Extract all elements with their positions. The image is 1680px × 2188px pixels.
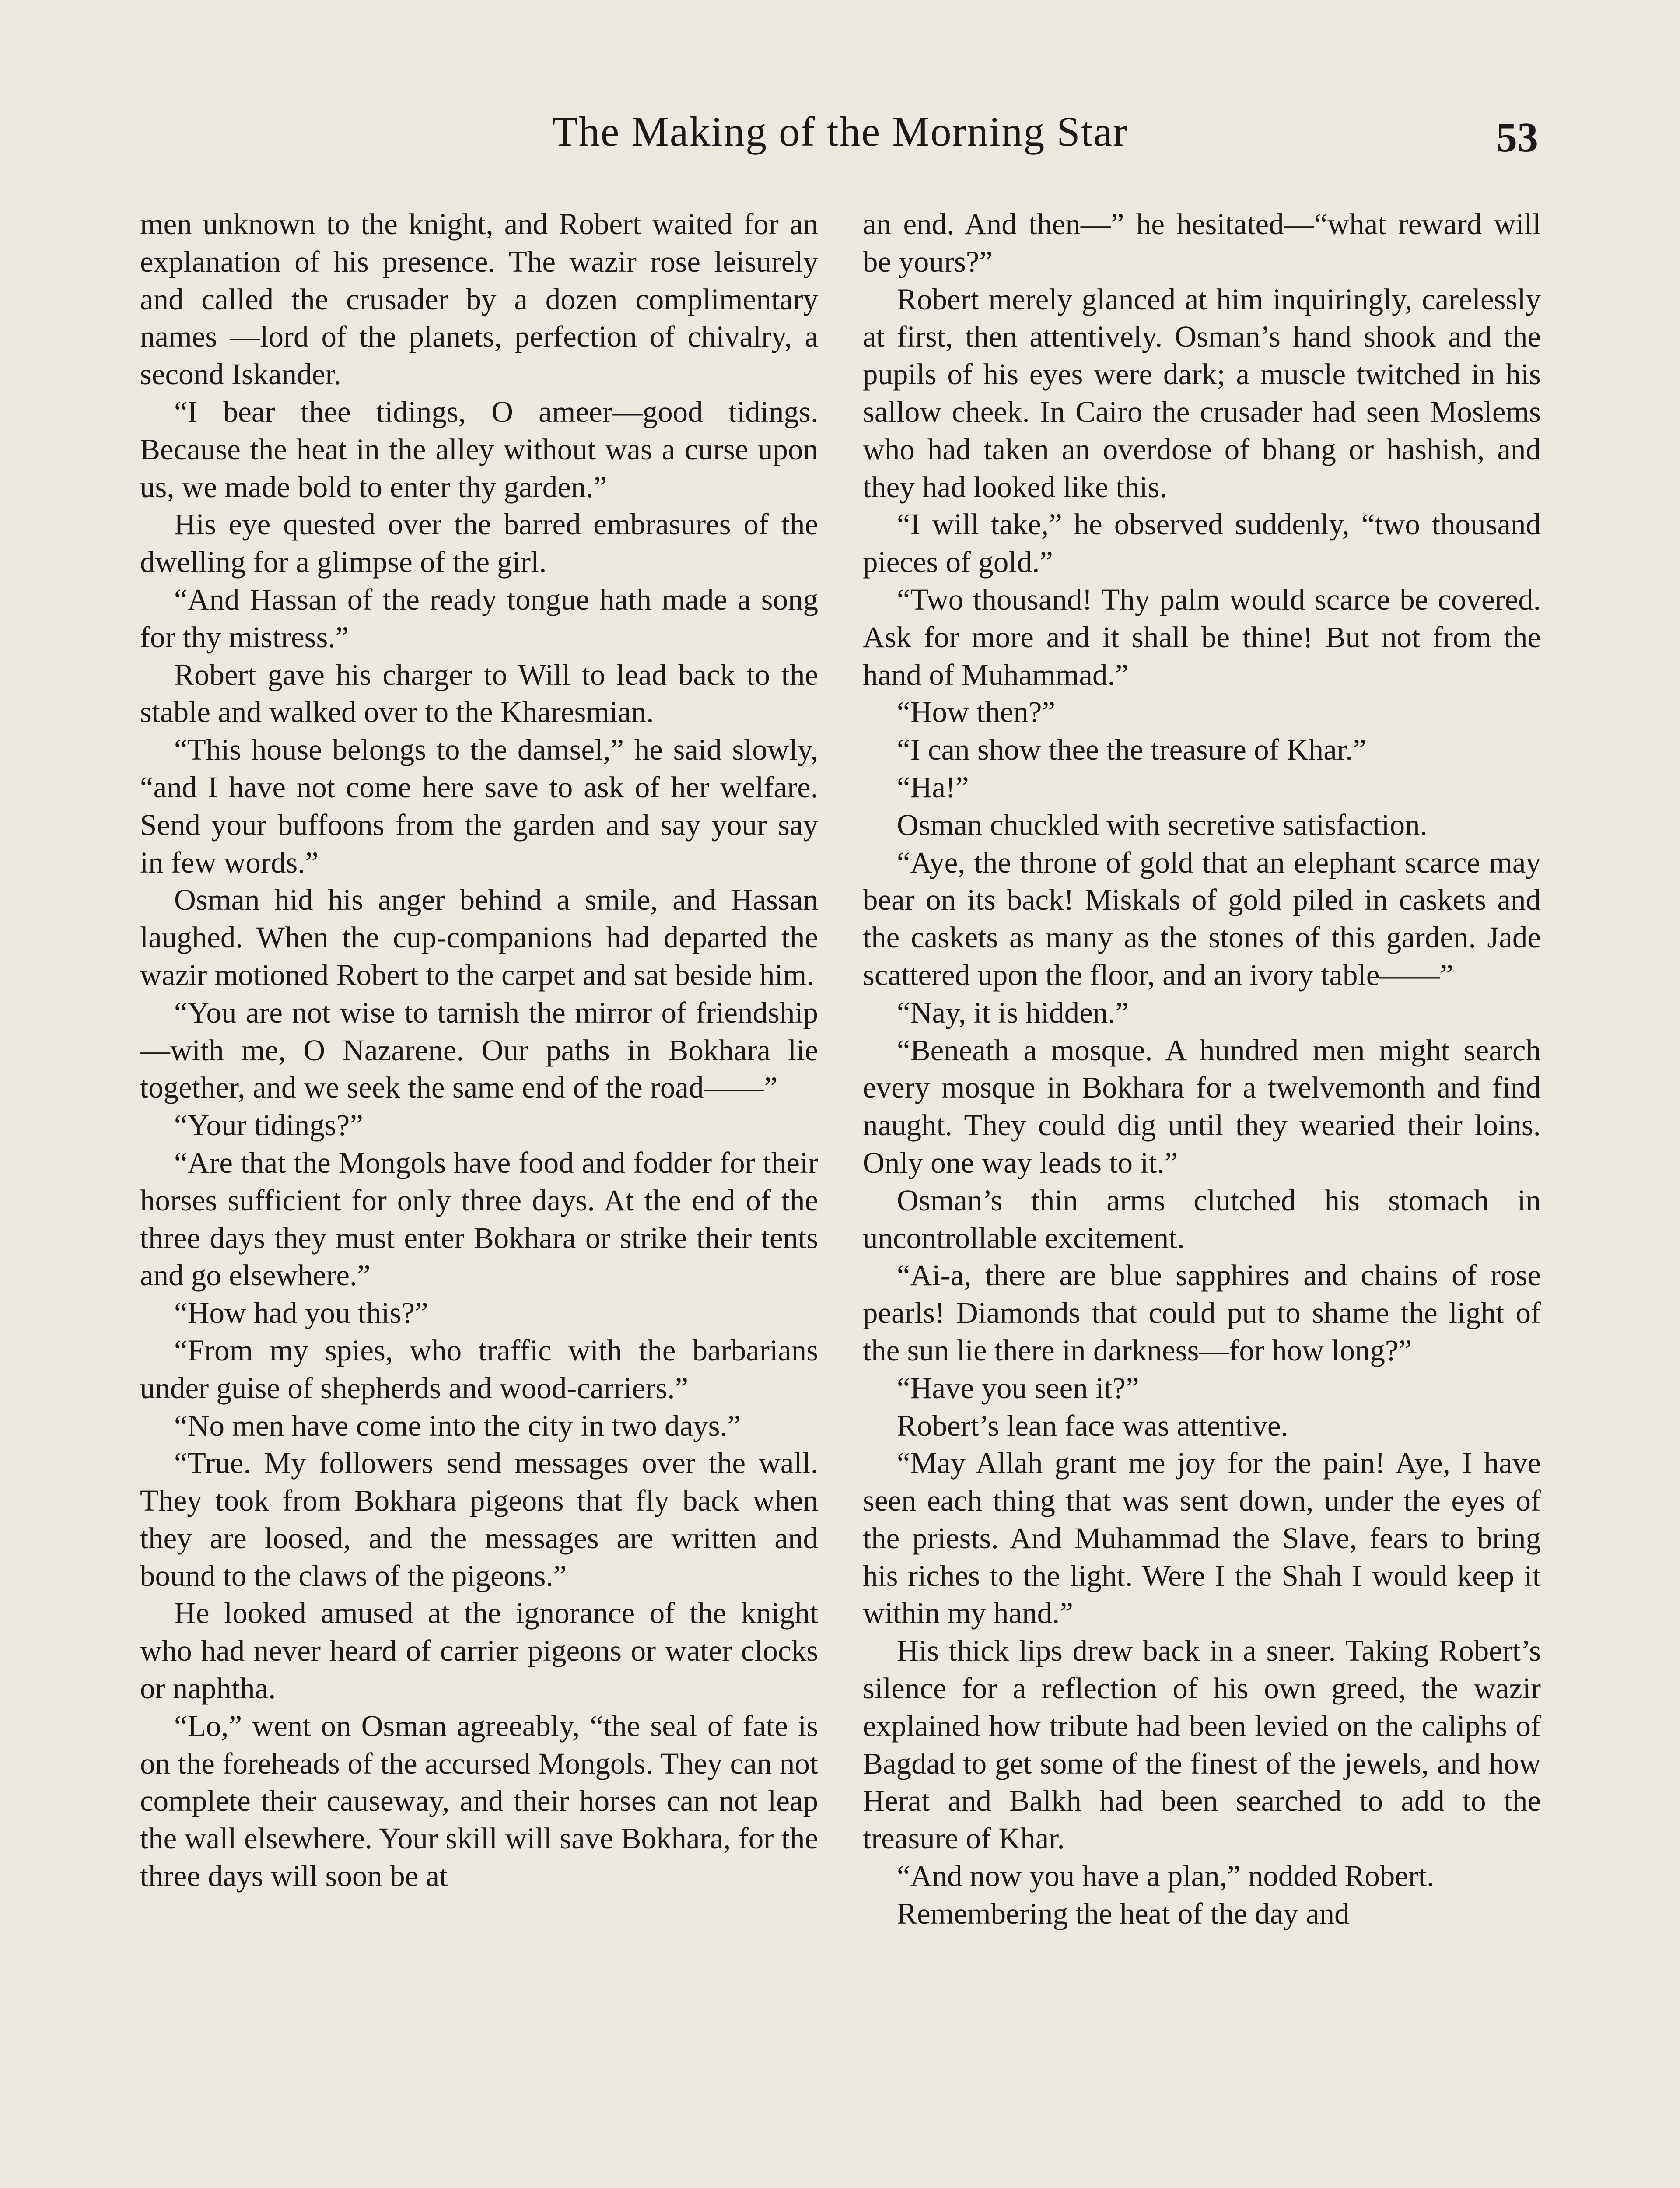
paragraph: “I bear thee tidings, O ameer—good tidings. Because the heat in the alley without was a curse upon us, we made bold to enter thy garden.” — [140, 395, 818, 504]
paragraph: “I can show thee the treasure of Khar.” — [897, 733, 1366, 767]
page-number: 53 — [1496, 114, 1538, 161]
paragraph: “True. My followers send messages over the wall. They took from Bokhara pigeons that fly back when they are loosed, and the messages are written and bound to the claws of the pigeons.” — [140, 1446, 818, 1592]
running-title: The Making of the Morning Star — [552, 108, 1128, 155]
paragraph: Remembering the heat of the day and — [897, 1897, 1350, 1930]
paragraph: “Lo,” went on Osman agreeably, “the seal of fate is on the foreheads of the accursed Mongols. They can not complete their causeway, and their horses can not leap the wall elsewhere. Your skill will save Bokhara, for the three days will soon be at — [140, 1709, 818, 1893]
paragraph: “And Hassan of the ready tongue hath made a song for thy mistress.” — [140, 582, 818, 654]
paragraph: “Are that the Mongols have food and fodder for their horses sufficient for only three days. At the end of the three days they must enter Bokhara or strike their tents and go elsewhere.” — [140, 1146, 818, 1292]
paragraph: “No men have come into the city in two days.” — [174, 1409, 741, 1442]
paragraph: Robert merely glanced at him inquiringly, carelessly at first, then attentively. Osman’s hand shook and the pupils of his eyes were dark; a muscle twitched in his sallow cheek. In Cairo the crusader had seen Moslems who had taken an overdose of bhang or hashish, and they had looked like this. — [863, 282, 1541, 504]
paragraph: “From my spies, who traffic with the barbarians under guise of shepherds and wood-carriers.” — [140, 1333, 818, 1405]
paragraph: Osman’s thin arms clutched his stomach in uncontrollable excitement. — [863, 1183, 1541, 1255]
left-column — [140, 206, 818, 1895]
paragraph: “How had you this?” — [174, 1296, 428, 1330]
right-column — [863, 206, 1541, 1933]
paragraph: “How then?” — [897, 695, 1056, 729]
paragraph: “Ha!” — [897, 770, 969, 804]
paragraph: “Aye, the throne of gold that an elephant scarce may bear on its back! Miskals of gold piled in caskets and the caskets as many as the stones of this garden. Jade scattered upon the floor, and an ivory table——” — [863, 845, 1541, 992]
paragraph: Robert gave his charger to Will to lead back to the stable and walked over to the Kharesmian. — [140, 658, 818, 729]
paragraph: “And now you have a plan,” nodded Robert. — [897, 1859, 1435, 1893]
paragraph: “Have you seen it?” — [897, 1371, 1139, 1405]
paragraph: He looked amused at the ignorance of the knight who had never heard of carrier pigeons or water clocks or naphtha. — [140, 1596, 818, 1705]
paragraph: “Nay, it is hidden.” — [897, 996, 1129, 1029]
paragraph: “You are not wise to tarnish the mirror of friendship—with me, O Nazarene. Our paths in Bokhara lie together, and we seek the same end of the road——” — [140, 996, 818, 1105]
paragraph: “Beneath a mosque. A hundred men might search every mosque in Bokhara for a twelvemonth and find naught. They could dig until they wearied their loins. Only one way leads to it.” — [863, 1033, 1541, 1179]
paragraph: “Your tidings?” — [174, 1108, 363, 1142]
paragraph: “This house belongs to the damsel,” he said slowly, “and I have not come here save to ask of her welfare. Send your buffoons from the garden and say your say in few words.” — [140, 733, 818, 879]
paragraph: His thick lips drew back in a sneer. Taking Robert’s silence for a reflection of his own greed, the wazir explained how tribute had been levied on the caliphs of Bagdad to get some of the finest of the jewels, and how Herat and Balkh had been searched to add to the treasure of Khar. — [863, 1634, 1541, 1855]
paragraph: an end. And then—” he hesitated—“what reward will be yours?” — [863, 207, 1541, 278]
paragraph: Robert’s lean face was attentive. — [897, 1409, 1288, 1442]
paragraph: men unknown to the knight, and Robert waited for an explanation of his presence. The wazir rose leisurely and called the crusader by a dozen complimentary names —lord of the planets, perfection of chivalry, a second Iskander. — [140, 207, 818, 391]
paragraph: Osman chuckled with secretive satisfaction. — [897, 808, 1428, 842]
paragraph: Osman hid his anger behind a smile, and Hassan laughed. When the cup-companions had departed the wazir motioned Robert to the carpet and sat beside him. — [140, 883, 818, 992]
paragraph: “Ai-a, there are blue sapphires and chains of rose pearls! Diamonds that could put to shame the light of the sun lie there in darkness—for how long?” — [863, 1259, 1541, 1367]
paragraph: “Two thousand! Thy palm would scarce be covered. Ask for more and it shall be thine! But not from the hand of Muhammad.” — [863, 582, 1541, 691]
paragraph: “May Allah grant me joy for the pain! Aye, I have seen each thing that was sent down, under the eyes of the priests. And Muhammad the Slave, fears to bring his riches to the light. Were I the Shah I would keep it within my hand.” — [863, 1446, 1541, 1630]
paragraph: “I will take,” he observed suddenly, “two thousand pieces of gold.” — [863, 508, 1541, 579]
paragraph: His eye quested over the barred embrasures of the dwelling for a glimpse of the girl. — [140, 508, 818, 579]
